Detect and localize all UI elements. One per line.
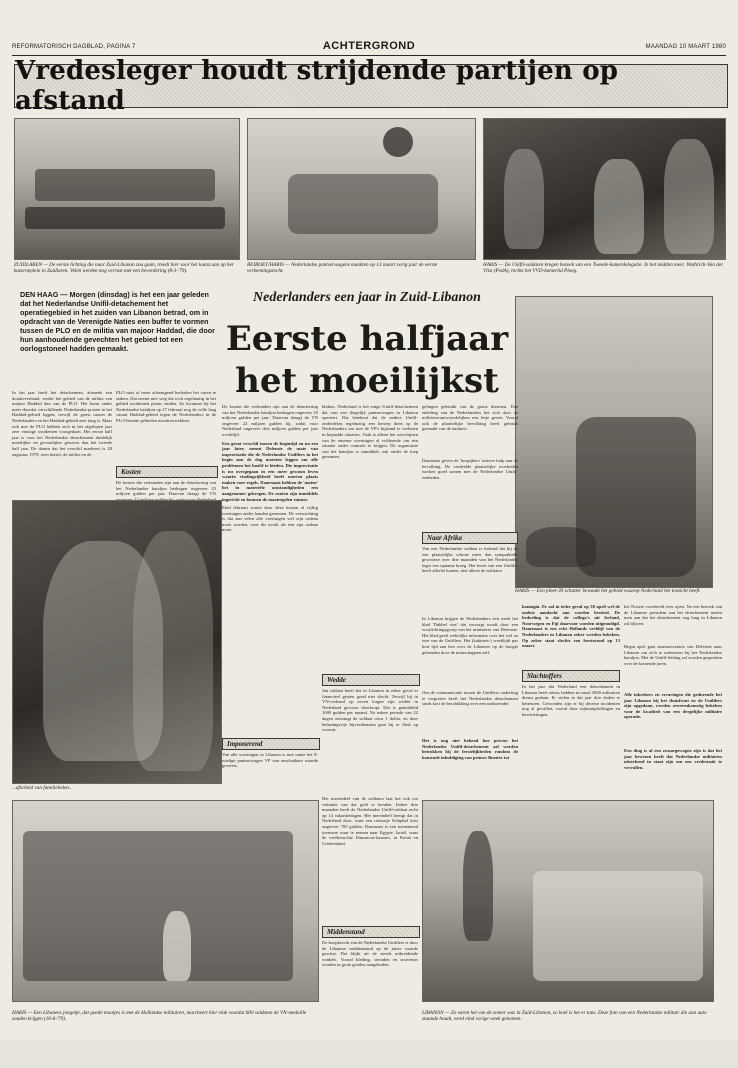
photo-beirut-armoured-car bbox=[247, 118, 476, 260]
subhead-kosten: Kosten bbox=[116, 466, 218, 478]
column-2-text: PLO mits of meer atleenigend bedoelen het vuren te staken. Dat neemt niet weg dat toch regelmatig in het gebied incidenten plaats vinden. Zo kwamen bij het Nederlandse bataljon op 27 februari nog de volle laag vanuit Haddad-gebied tegen de Nederlanders in de PLO-bezette gebieden mochten trekken. bbox=[116, 390, 216, 423]
banner bbox=[14, 56, 728, 116]
column-3-kosten-cont: De kosten die verbonden zijn aan de detachering van het Nederlandse bataljon bedragen ongeveer 25 miljoen gulden per jaar. Daarvan draagt de VN ongeveer 22 miljoen gulden bij, zodat voor Nederland ongeveer drie miljoen gulden per jaar overblijft. bbox=[222, 404, 318, 437]
subhead-naar-afrika: Naar Afrika bbox=[422, 532, 518, 544]
main-headline bbox=[222, 318, 512, 402]
headline-line-1: Eerste halfjaar bbox=[225, 319, 509, 359]
column-5c-text: In Libanon krijgen de Nederlanders een week het blad 'Dubbel vier' dat verzorgt wordt door een voorlichtingsgroep van het ministerie van Defensie. Het blad geeft wekelijks informatie over het wel en wee van de Unifilers. Het (kabinets-) weeklijdt pas kort tijd aan hen over de Libanese op de hoogte gehouden door de manschappen zelf. bbox=[422, 616, 518, 655]
kicker: Nederlanders een jaar in Zuid-Libanon bbox=[253, 290, 481, 305]
subhead-imponerend: Imponerend bbox=[222, 738, 320, 750]
caption-libanon-car: LIBANON — Zo varen het van de zomer was in Zuid-Libanon, zo koel is het er tans. Deze foto van een Nederlandse militair die aan auto staande houdt, werd eind vorige week genomen. bbox=[422, 1010, 707, 1022]
banner-headline: Vredesleger houdt strijdende partijen op afstand bbox=[15, 56, 619, 116]
caption-haris-delegation: HARIS — De Unifil-soldaten kregen bezoek van een Tweede-kamerdelegatie. In het midden mevr. Wuthrich-Van der Vlist (PvdA), rechts het VVD-kamerlid Ploeg. bbox=[483, 262, 724, 274]
photo-haris-child-parade bbox=[12, 800, 319, 1002]
caption-zuidlaren: ZUIDLAREN — De eerste lichting die naar Zuid-Libanon zou gaan, treedt hier voor het laatst aan op het kazerneplein in Zuidlaren. Velen werden nog verrast met een bevordering (8-3-'79). bbox=[14, 262, 234, 274]
photo-zuidlaren-parade bbox=[14, 118, 240, 260]
masthead-paper-page: REFORMATORISCH DAGBLAD, PAGINA 7 bbox=[12, 44, 136, 50]
masthead-date: MAANDAG 10 MAART 1980 bbox=[645, 44, 726, 50]
caption-beirut: BEIROET/HARIS — Nederlandse pantserwagens maakten op 13 maart vorig jaar de eerste verkenningstocht. bbox=[247, 262, 438, 274]
kosten-text: De kosten die verbonden zijn aan de detachering van het Nederlandse bataljon bedragen ongeveer 25 miljoen gulden per jaar. Daarvan draagt de VN bbox=[116, 480, 216, 497]
masthead bbox=[12, 40, 726, 53]
column-3-b: Een groot verschil tussen de begintijd en nu een jaar later, noemt Defensie de mate van improvisatie die de Nederlandse Unifilers in het begin aan de dag moesten leggen om alle problemen het hoofd te bieden. Die improvisatie is nu overgegaan in een meer gewoon leven waarin vindingrijkheid heeft moeten plaats maken voor regels. Daarnaast hebben de 'maten' het in materiële omstandigheden een aangenamer gekregen. De ranten zijn inmiddels ingericht en kunnen de maatregelen ruimer. bbox=[222, 440, 318, 502]
column-7d-text: Een ding is al een zwaargewogen zijn is dat het jaar bewezen heeft dat Nederlandse militairen uitstekend in staat zijn om een vredestaak te vervullen. bbox=[624, 748, 722, 770]
column-4b-text: Het merendeel van de soldaten laat het ook toe vakantie van dat geld te betalen. Iedere drie maanden heeft de Nederlandse Unifil-soldaat recht op 14 vakantiedagen. Het merendeel brengt dat in Nederland door, want een retourtje Schiphol kost ongeveer 700 gulden. Daarnaast is een toenemend toerisme waar te nemen naar Egypte, Israël, waar de veelbezochte Damascus-bazaars, in Kenia en Griekenland. bbox=[322, 796, 418, 846]
photo-soldiers-farewell bbox=[12, 500, 222, 784]
column-6-text: koningin. Er zal in ieder geval op 30 april wel de oudste aandacht aan worden besteed. De bedoeling is dat de collega's uit Ierland, Noorwegen en Fiji daarvoor worden uitgenodigd. Daarnaast is een echt Hollands verblijf van de Nederlanders in Libanon zeker worden bekeken. Op zeker staat slechts een feestavond op 13 maart. bbox=[522, 604, 620, 649]
column-5d-text: Om de communicatie tussen de Unifilers onderling te vergroten heeft het Nederlandse detachement sinds kort de beschikking over een radiozender. bbox=[422, 690, 518, 707]
page-footer bbox=[0, 1040, 738, 1068]
headline-line-2: het moeilijkst bbox=[235, 361, 499, 401]
photo-cannon-gunner bbox=[515, 296, 713, 588]
column-5b-text: Daarnaast geven de 'bospijkers' actieve hulp aan de bevolking. De verdeelde plaatselijke overheden werken goed samen met de Nederlandse Unifil-eenheden. bbox=[422, 458, 518, 480]
slachtoffers-text: In het jaar dat Nederland een detachement in Libanon heeft zitten, hebben in totaal 3000 militairen dienst gedaan. Er vielen in dat jaar drie doden te betreuren. Gewonden zijn er bij diverse incidenten nog al gevallen, vooral door mijnontploffingen en beschietingen. bbox=[522, 684, 620, 717]
column-7c-text: Alle inbrekers en ervaringen die gedurende het jaar Libanon bij het thuisfront en de Unifilers zijn opgedaan, worden overeenkomstig bekeken voor de kwaliteit van een dergelijke militaire operatie. bbox=[624, 692, 722, 720]
column-5-text: gelingen gebruikt van de gratis diensten. Een enkeling van de Nederlanders liet zich door de militieverantwoordelijken een lesje geven. Vooral ook de plaatselijke bevolking heeft gebruik gemaakt van de tandarts. bbox=[422, 404, 518, 432]
lead-paragraph: DEN HAAG — Morgen (dinsdag) is het een jaar geleden dat het Nederlandse Unifil-detachement het operatiegebied in het zuiden van Libanon betrad, om in opdracht van de Verenigde Naties een buffer te vormen tussen de PLO en de militia van majoor Haddad, die door hun aanhoudende gevechten het gebied tot een oorlogstoneel hadden gemaakt. bbox=[20, 290, 215, 353]
caption-familie: ...afscheid van familieleden.. bbox=[12, 785, 72, 791]
subhead-middenstand: Middenstand bbox=[322, 926, 420, 938]
column-7b-text: Begin april gaat staatssecretaris van Defensie naar Libanon om zich te oriënteren bij het Nederlandse bataljon. Met de Unifil-leiding zal worden gesproken over de komende jaren. bbox=[624, 644, 722, 666]
photo-libanon-snow-car bbox=[422, 800, 714, 1002]
column-4-text: bloken. Nederland is het enige Unifil-detachement dat vast een dergelijk pantserwagen in Libanon opereert. Dat betekent dat de andere Unifil-onderdelen regelmatig een beroep doen op de Nederlanders om met de YP's bijstand te verlenen in bepaalde situaties. Vaak is alleen het verschijnen van de enorme voertuigen al voldoende om een situatie onder controle te krijgen. De organisatie van het bataljon is inmiddels ook onder de loep genomen. bbox=[322, 404, 418, 460]
caption-cannon: HARIS — Een pinet-30 schutter bewaakt het gebied waarop Nederland het toezicht heeft. bbox=[515, 588, 701, 594]
naar-afrika-text: Van een Nederlandse soldaat is bekend dat hij na een plaatselijke schone meer dan sympathieke gewoonte over drie maanden van het Nederlandse leger een opname kreeg. Het leven van een Unifiler heeft allerlei kanten, niet alleen de militaire. bbox=[422, 546, 518, 574]
caption-haris-child: HARIS — Een Libanees jongetje, dat goede maatjes is met de Hollandse militairen, marcheert hier vlak voordat 600 soldaten de VN-medaille zouden krijgen (16-6-'79). bbox=[12, 1010, 307, 1022]
column-1-text: In dat jaar heeft het detachement, alsmede een dotatieverband, verder het gebied van de militia van majoor Haddad dan van de PLO. Het komt onder meer doordat verschillende Nederlandse posten in het Haddad-gebied liggen, terwijl de grens tussen de Nederlanders en het Haddad-gebied zeer lang is. Maar ook met de PLO hebben zich in het afgelopen jaar zeer ernstige incidenten voorgedaan. Het eerste half jaar is voor het Nederlandse detachement duidelijk moeilijker en gevaarlijker geweest dan het tweede half jaar. De datum dat het verschil markeert is 28 augustus 1979, toen keizel, de militia en de bbox=[12, 390, 112, 457]
subhead-wedde: Wedde bbox=[322, 674, 420, 686]
photo-haris-delegation bbox=[483, 118, 726, 260]
imponerend-text: Van alle voertuigen in Libanon is met name het 8-wielige pantserwagen VP van onschatbare waarde geweest. bbox=[222, 752, 318, 769]
wedde-text: Jan soldaat heeft het in Libanon in zeker geval er financieel gezien goed niet slecht. Terwijl hij in VN-verband op zeven lorgen zijn wedde in Nederland gewoon doorloopt. Dat is gemiddeld 1000 gulden per maand. Na iedere periode van 22 dagen ontvangt de soldaat circa 1 dollar, en door belastingvrije bijverdiensten gaat hij er flink op vooruit. bbox=[322, 688, 418, 733]
column-7-text: het Noorse voorbeeld over open. Na een bezoek van de Libanese president aan het detachement meent men aan dat het detachement nog lang in Libanon zal blijven. bbox=[624, 604, 722, 626]
masthead-section: ACHTERGROND bbox=[322, 40, 416, 52]
column-3-c: Eind februari waren door deze kosten al vijftig voertuigen onder handen genomen. De verwachting is dat aan velen alle voertuigen wel zijn ordena moet worden, voor dit wordt als een zijn ordena moet. bbox=[222, 505, 318, 533]
column-3-text bbox=[222, 404, 318, 784]
subhead-slachtoffers: Slachtoffers bbox=[522, 670, 620, 682]
column-5e-text: Het is nog niet bekend hoe precies het Nederlandse Unifil-detachement zal worden betrokken bij de feestelijkheden rondom de komende inhuldiging van prinses Beatrix tot bbox=[422, 738, 518, 760]
middenstand-text: De koopkracht van de Nederlandse Unifilers is door de Libanese middenstand op de juiste waarde geschat. Dat blijkt uit de steeds uitbreidende winkels. Vooral kleding, sieraden en souvenirs worden in grote getalen aangeboden. bbox=[322, 940, 418, 968]
